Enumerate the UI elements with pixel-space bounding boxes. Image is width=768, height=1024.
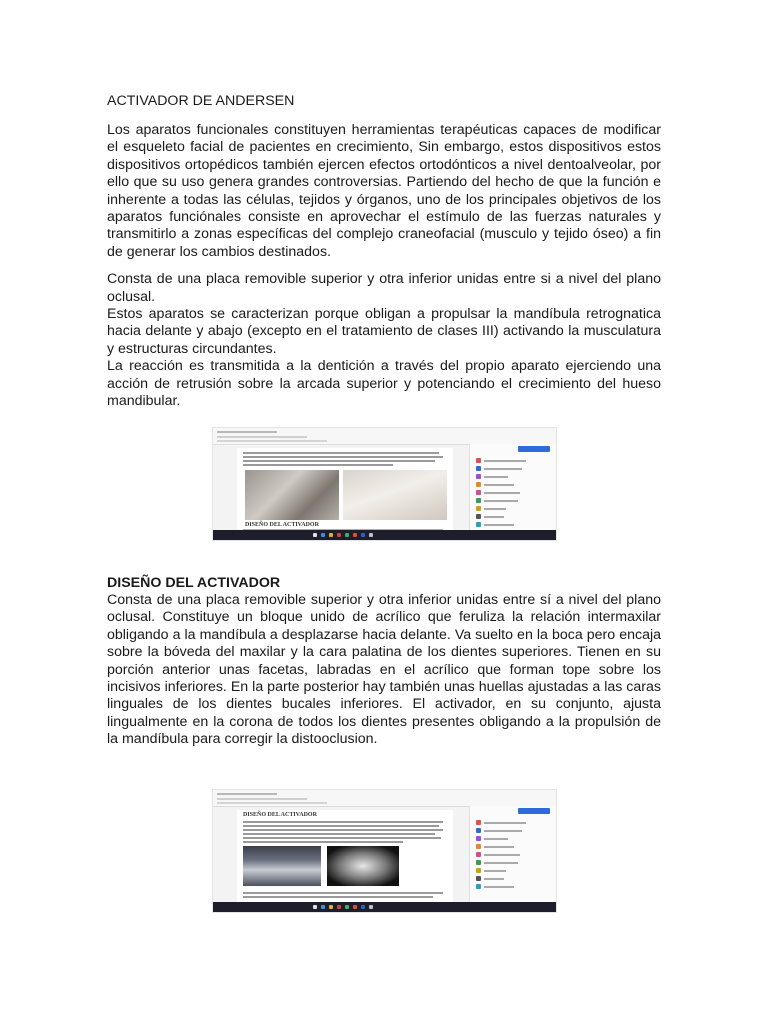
screenshot-sidebar bbox=[469, 444, 556, 530]
screenshot-document-pane bbox=[237, 448, 453, 530]
screenshot-taskbar bbox=[213, 530, 556, 540]
function-paragraph: Estos aparatos se caracterizan porque obligan a propulsar la mandíbula retrognatica hacia delante y abajo (excepto en el tratamiento de clases III) activando la musculatura y estructuras circundantes. bbox=[107, 306, 661, 357]
activator-appliance-photo bbox=[243, 846, 321, 886]
intro-paragraph: Los aparatos funcionales constituyen herramientas terapéuticas capaces de modificar el esqueleto facial de pacientes en crecimiento, Sin embargo, estos dispositivos estos dispositivos ortopédicos también ejercen efectos ortodónticos a nivel dentoalveolar, por ello que su uso genera grandes controversias. Partiendo del hecho de que la función e inherente a todas las células, tejidos y órganos, uno de los principales objetivos de los aparatos funciónales consiste en aprovechar el estímulo de las fuerzas naturales y transmitirlo a zonas específicas del complejo craneofacial (musculo y tejido óseo) a fin de generar los cambios destinados. bbox=[107, 122, 661, 260]
activator-xray-photo bbox=[327, 846, 399, 886]
dental-appliance-photo bbox=[245, 470, 339, 520]
document-title: ACTIVADOR DE ANDERSEN bbox=[107, 93, 295, 109]
screenshot-caption: DISEÑO DEL ACTIVADOR bbox=[245, 522, 319, 528]
embedded-screenshot-1 bbox=[213, 428, 556, 540]
reaction-paragraph: La reacción es transmitida a la dentición a través del propio aparato ejerciendo una acción de retrusión sobre la arcada superior y potenciando el crecimiento del hueso mandibular. bbox=[107, 358, 661, 410]
screenshot-titlebar bbox=[213, 428, 556, 445]
screenshot-caption: DISEÑO DEL ACTIVADOR bbox=[243, 812, 317, 818]
section-heading: DISEÑO DEL ACTIVADOR bbox=[107, 575, 281, 591]
screenshot-sidebar bbox=[469, 806, 556, 902]
section-block bbox=[107, 575, 661, 749]
screenshot-document-pane bbox=[237, 810, 453, 902]
dental-model-photo bbox=[343, 470, 447, 520]
section-paragraph: Consta de una placa removible superior y otra inferior unidas entre sí a nivel del plano oclusal. Constituye un bloque unido de acrílico que feruliza la relación intermaxilar obligando a la mandíbula a desplazarse hacia delante. Va suelto en la boca pero encaja sobre la bóveda del maxilar y la cara palatina de los dientes superiores. Tienen en su porción anterior unas facetas, labradas en el acrílico que forman tope sobre los incisivos inferiores. En la parte posterior hay también unas huellas ajustadas a las caras linguales de los dientes bucales inferiores. El activador, en su conjunto, ajusta lingualmente en la corona de todos los dientes presentes obligando a la propulsión de la mandíbula para corregir la distooclusion. bbox=[107, 592, 661, 748]
embedded-screenshot-2 bbox=[213, 790, 556, 912]
structure-paragraph: Consta de una placa removible superior y otra inferior unidas entre si a nivel del plano oclusal. bbox=[107, 271, 661, 305]
document-page bbox=[107, 92, 661, 411]
screenshot-titlebar bbox=[213, 790, 556, 807]
screenshot-taskbar bbox=[213, 902, 556, 912]
